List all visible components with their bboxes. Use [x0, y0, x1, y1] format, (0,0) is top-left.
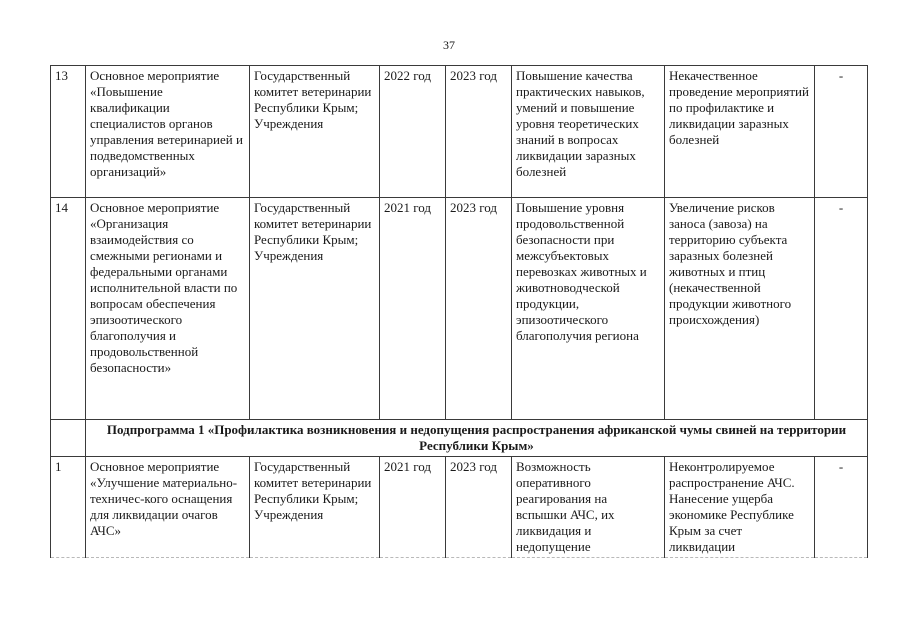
executor: Государственный комитет ветеринарии Республики Крым; Учреждения	[250, 198, 380, 420]
table-row	[51, 457, 868, 558]
end-year: 2023 год	[446, 457, 512, 558]
row-number: 14	[51, 198, 86, 420]
table-row	[51, 198, 868, 420]
start-year: 2022 год	[380, 66, 446, 198]
row-number: 13	[51, 66, 86, 198]
consequence: Увеличение рисков заноса (завоза) на территорию субъекта заразных болезней животных и птиц (некачественной продукции животного происхождения)	[665, 198, 815, 420]
consequence: Некачественное проведение мероприятий по профилактике и ликвидации заразных болезней	[665, 66, 815, 198]
row-number: 1	[51, 457, 86, 558]
consequence: Неконтролируемое распространение АЧС. Нанесение ущерба экономике Республике Крым за счет ликвидации	[665, 457, 815, 558]
link-indicator: -	[815, 66, 868, 198]
end-year: 2023 год	[446, 66, 512, 198]
executor: Государственный комитет ветеринарии Республики Крым; Учреждения	[250, 457, 380, 558]
end-year: 2023 год	[446, 198, 512, 420]
event-name: Основное мероприятие «Организация взаимодействия со смежными регионами и федеральными органами исполнительной власти по вопросам обеспечения эпизоотического благополучия и продовольственной безопасности»	[86, 198, 250, 420]
subprogram-row	[51, 420, 868, 457]
page-number: 37	[443, 38, 455, 52]
event-name: Основное мероприятие «Повышение квалификации специалистов органов управления ветеринарией и подведомственных организаций»	[86, 66, 250, 198]
subprogram-title: Подпрограмма 1 «Профилактика возникновения и недопущения распространения африканской чумы свиней на территории Республики Крым»	[86, 420, 868, 457]
measures-table	[50, 65, 868, 558]
expected-result: Повышение уровня продовольственной безопасности при межсубъектовых перевозках животных и животноводческой продукции, эпизоотического благополучия региона	[512, 198, 665, 420]
event-name: Основное мероприятие «Улучшение материально-техничес-кого оснащения для ликвидации очагов АЧС»	[86, 457, 250, 558]
table-row	[51, 66, 868, 198]
executor: Государственный комитет ветеринарии Республики Крым; Учреждения	[250, 66, 380, 198]
expected-result: Возможность оперативного реагирования на вспышки АЧС, их ликвидация и недопущение	[512, 457, 665, 558]
expected-result: Повышение качества практических навыков, умений и повышение уровня теоретических знаний в вопросах ликвидации заразных болезней	[512, 66, 665, 198]
link-indicator: -	[815, 198, 868, 420]
link-indicator: -	[815, 457, 868, 558]
start-year: 2021 год	[380, 457, 446, 558]
start-year: 2021 год	[380, 198, 446, 420]
